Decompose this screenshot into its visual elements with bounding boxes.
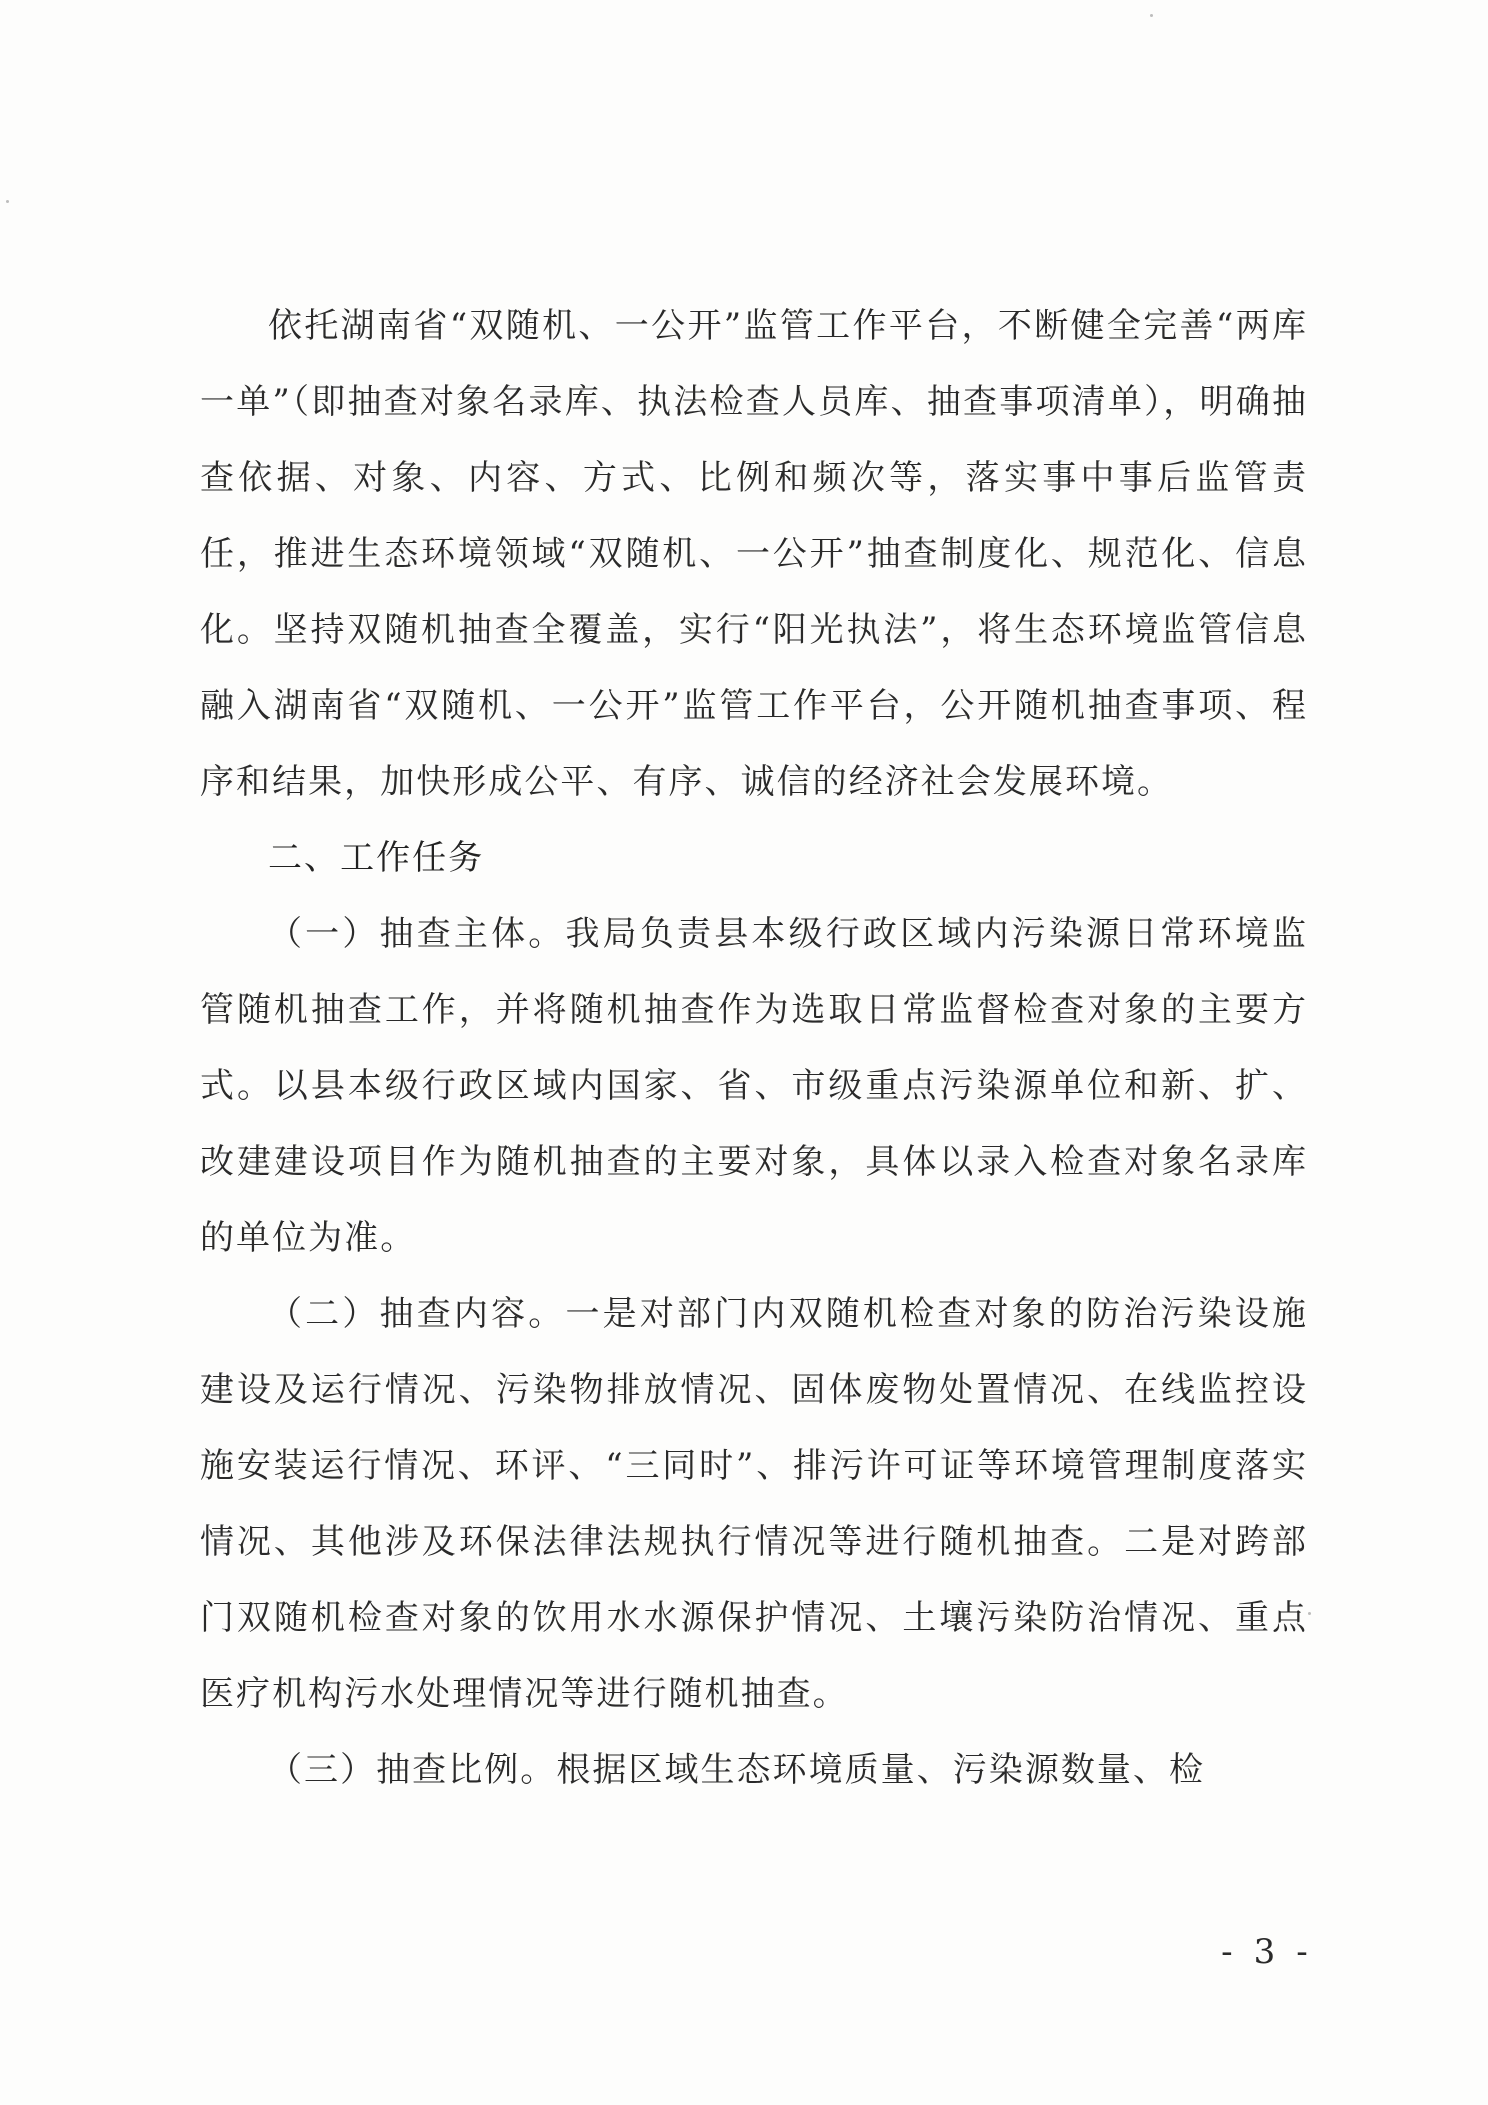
- page-number: - 3 -: [1221, 1932, 1313, 1972]
- scan-speck: [1150, 14, 1153, 17]
- scan-speck: [6, 200, 9, 203]
- document-body: [200, 288, 1308, 1808]
- item-ratio: （三）抽查比例。根据区域生态环境质量、污染源数量、检: [268, 1750, 1206, 1790]
- item-subject: （一）抽查主体。我局负责县本级行政区域内污染源日常环境监管随机抽查工作，并将随机抽查作为选取日常监督检查对象的主要方式。以县本级行政区域内国家、省、市级重点污染源单位和新、扩、改建建设项目作为随机抽查的主要对象，具体以录入检查对象名录库的单位为准。: [200, 914, 1308, 1258]
- section-heading: 二、工作任务: [268, 838, 485, 878]
- intro-paragraph: 依托湖南省“双随机、一公开”监管工作平台，不断健全完善“两库一单”（即抽查对象名录库、执法检查人员库、抽查事项清单），明确抽查依据、对象、内容、方式、比例和频次等，落实事中事后监管责任，推进生态环境领域“双随机、一公开”抽查制度化、规范化、信息化。坚持双随机抽查全覆盖，实行“阳光执法”，将生态环境监管信息融入湖南省“双随机、一公开”监管工作平台，公开随机抽查事项、程序和结果，加快形成公平、有序、诚信的经济社会发展环境。: [200, 306, 1308, 802]
- item-content: （二）抽查内容。一是对部门内双随机检查对象的防治污染设施建设及运行情况、污染物排放情况、固体废物处置情况、在线监控设施安装运行情况、环评、“三同时”、排污许可证等环境管理制度落实情况、其他涉及环保法律法规执行情况等进行随机抽查。二是对跨部门双随机检查对象的饮用水水源保护情况、土壤污染防治情况、重点医疗机构污水处理情况等进行随机抽查。: [200, 1294, 1308, 1714]
- scan-speck: [1308, 1612, 1311, 1615]
